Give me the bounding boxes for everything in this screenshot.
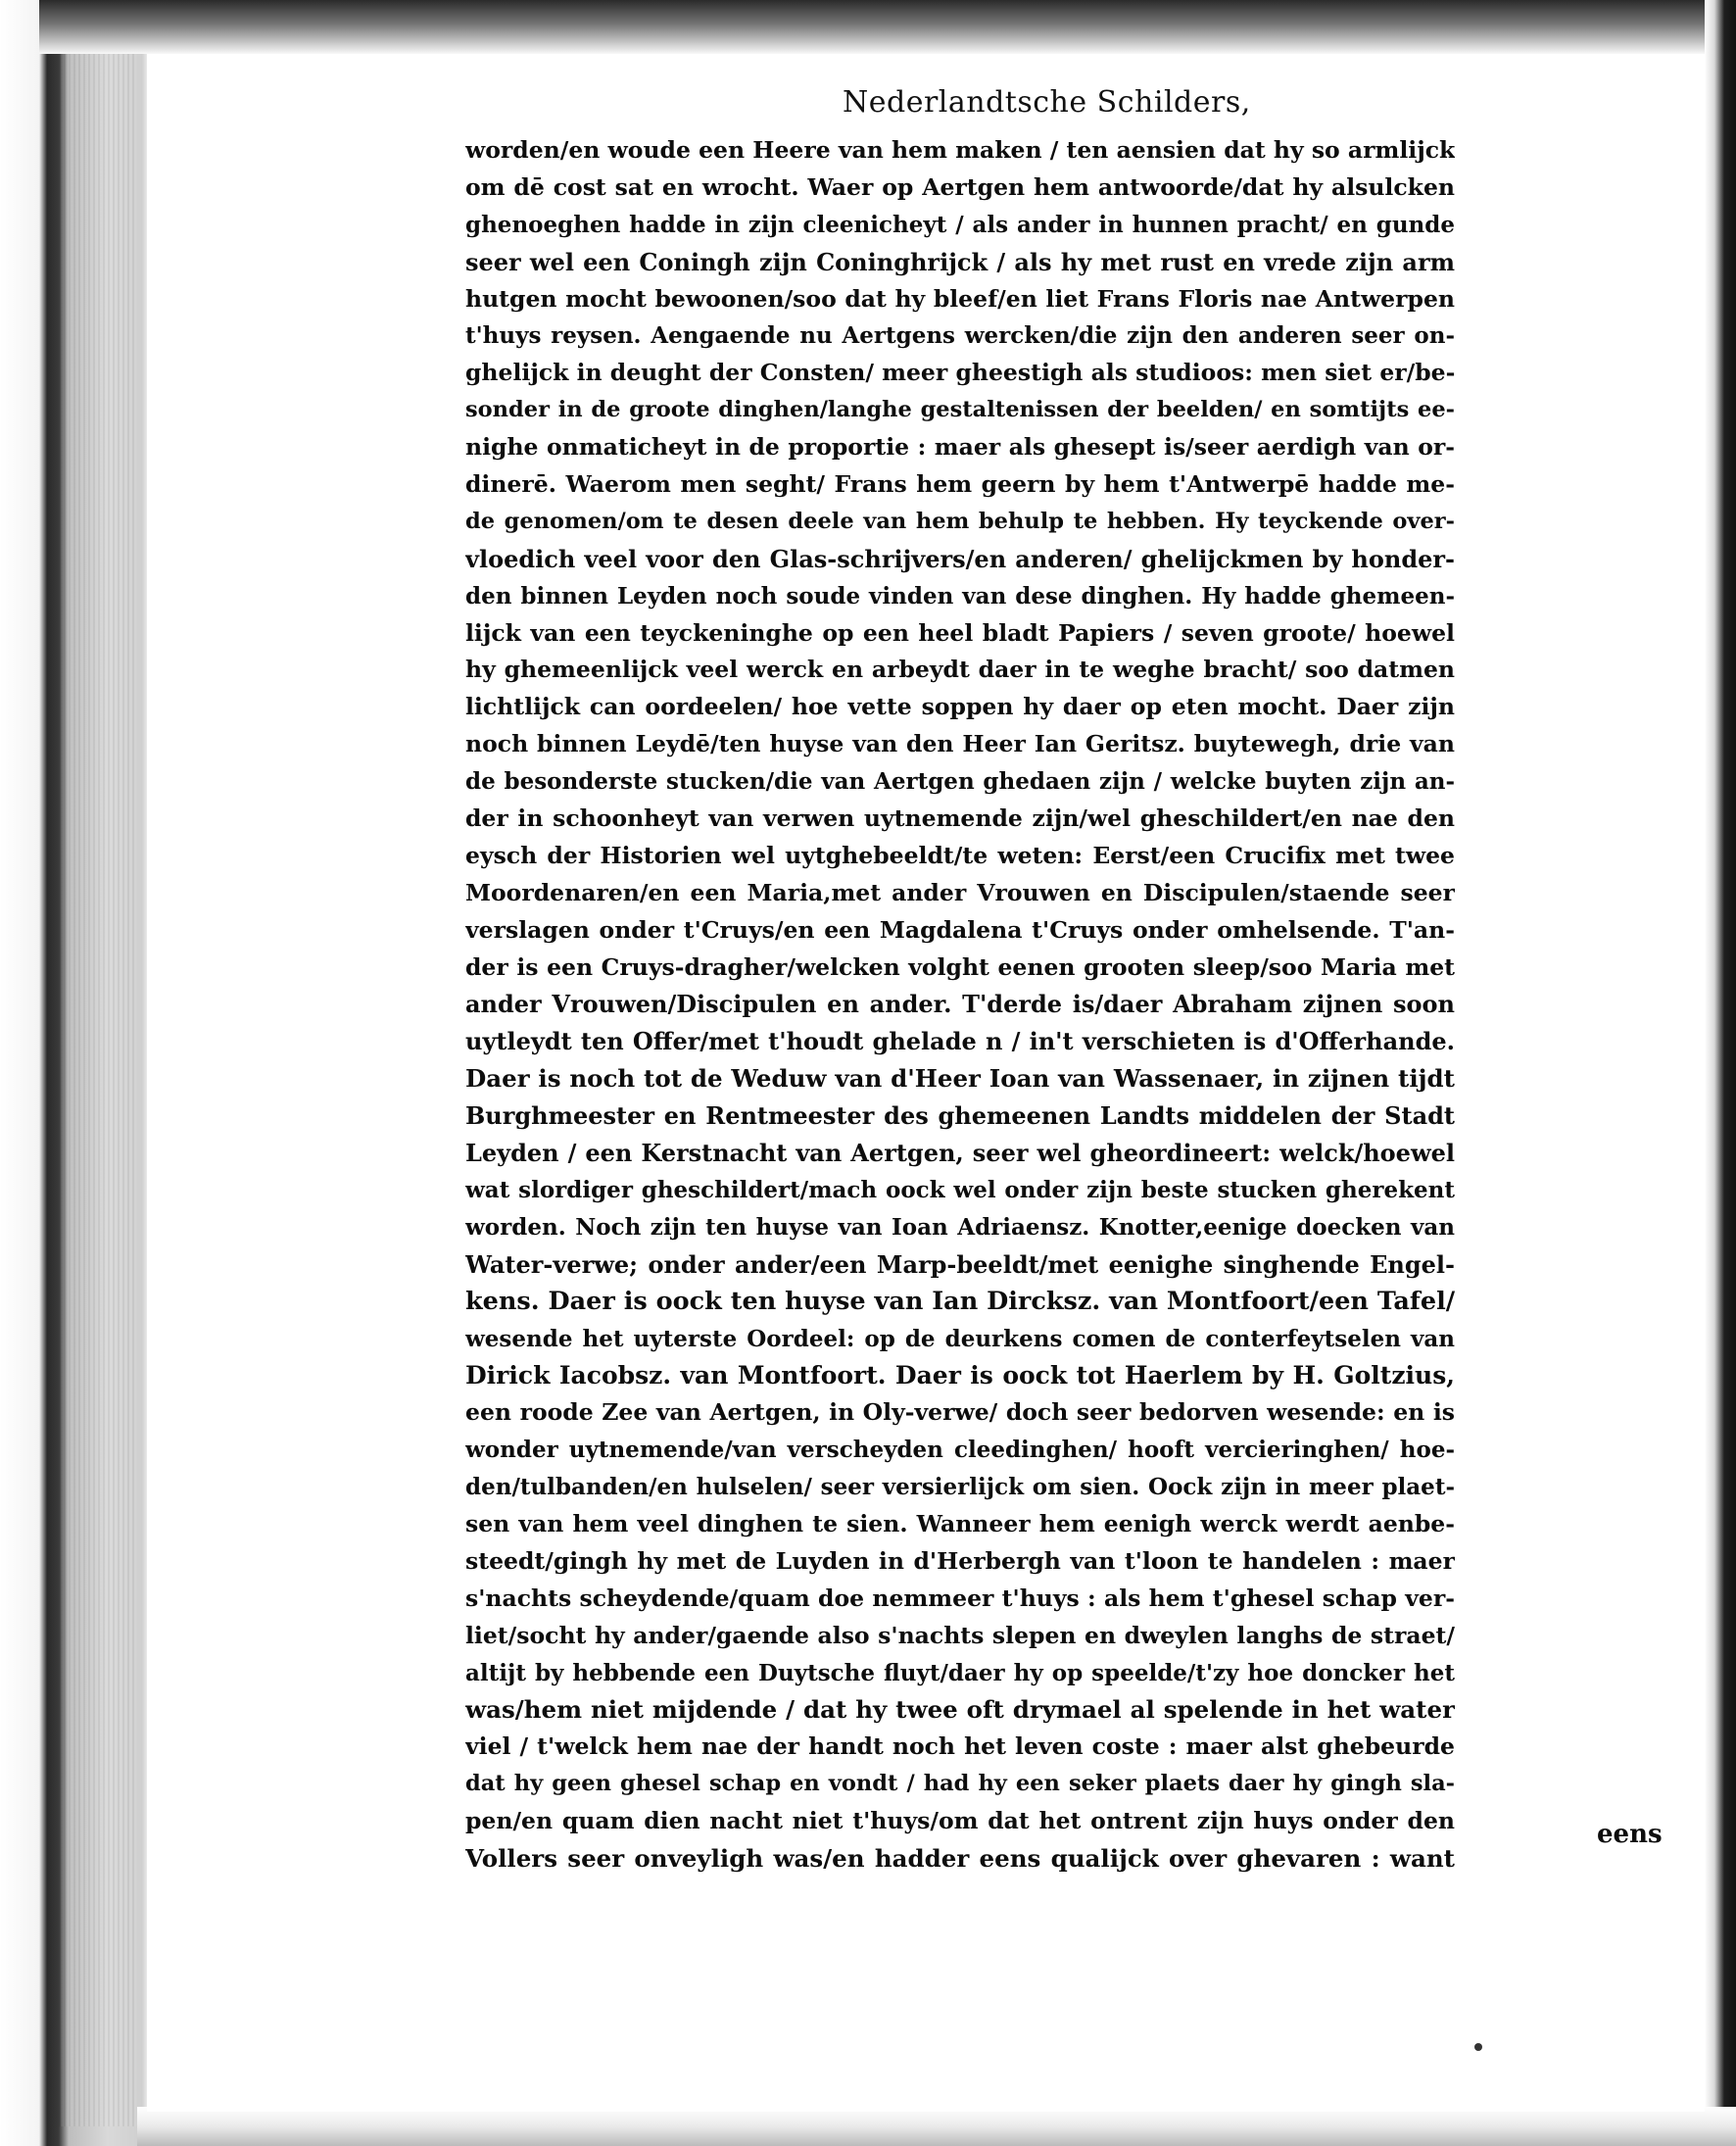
book-binding-right xyxy=(1705,0,1736,2146)
text-line: om dē cost sat en wrocht. Waer op Aertgen hem antwoorde/dat hy alsulcken xyxy=(465,172,1455,201)
text-line: de genomen/om te desen deele van hem behulp te hebben. Hy teyckende over- xyxy=(465,508,1455,534)
text-line: ghelijck in deught der Consten/ meer gheestigh als studioos: men siet er/be- xyxy=(465,359,1455,387)
text-line: vloedich veel voor den Glas-schrijvers/en anderen/ ghelijckmen by honder- xyxy=(465,544,1455,573)
text-line: den binnen Leyden noch soude vinden van dese dinghen. Hy hadde ghemeen- xyxy=(465,582,1455,610)
text-line: een roode Zee van Aertgen, in Oly-verwe/ doch seer bedorven wesende: en is xyxy=(465,1398,1455,1427)
text-line: den/tulbanden/en hulselen/ seer versierlijck om sien. Oock zijn in meer plaet- xyxy=(465,1474,1455,1501)
text-line: Moordenaren/en een Maria,met ander Vrouwen en Discipulen/staende seer xyxy=(465,878,1455,906)
body-text xyxy=(465,132,1455,1878)
text-line: eysch der Historien wel uytghebeeldt/te weten: Eerst/een Crucifix met twee xyxy=(465,841,1455,869)
text-line: lijck van een teyckeninghe op een heel bladt Papiers / seven groote/ hoewel xyxy=(465,618,1455,647)
text-line: sonder in de groote dinghen/langhe gestaltenissen der beelden/ en somtijts ee- xyxy=(465,397,1455,423)
text-line: altijt by hebbende een Duytsche fluyt/daer hy op speelde/t'zy hoe doncker het xyxy=(465,1659,1455,1686)
text-line: Vollers seer onveyligh was/en hadder eens qualijck over ghevaren : want xyxy=(465,1843,1455,1873)
catchword: eens xyxy=(1597,1820,1663,1849)
text-line: der is een Cruys-dragher/welcken volght eenen grooten sleep/soo Maria met xyxy=(465,952,1455,981)
text-line: ghenoeghen hadde in zijn cleenicheyt / als ander in hunnen pracht/ en gunde xyxy=(465,211,1455,238)
text-line: dat hy geen ghesel schap en vondt / had hy een seker plaets daer hy gingh sla- xyxy=(465,1771,1455,1797)
text-line: der in schoonheyt van verwen uytnemende zijn/wel gheschildert/en nae den xyxy=(465,805,1455,833)
text-line: wonder uytnemende/van verscheyden cleedinghen/ hooft vercieringhen/ hoe- xyxy=(465,1437,1455,1464)
book-top-shadow xyxy=(39,0,1705,54)
text-line: Dirick Iacobsz. van Montfoort. Daer is oock tot Haerlem by H. Goltzius, xyxy=(465,1361,1455,1390)
text-line: hutgen mocht bewoonen/soo dat hy bleef/en liet Frans Floris nae Antwerpen xyxy=(465,284,1455,313)
text-line: t'huys reysen. Aengaende nu Aertgens wercken/die zijn den anderen seer on- xyxy=(465,322,1455,350)
page-stack-texture xyxy=(59,39,137,2126)
text-line: liet/socht hy ander/gaende also s'nachts slepen en dweylen langhs de straet/ xyxy=(465,1621,1455,1649)
text-line: kens. Daer is oock ten huyse van Ian Dircksz. van Montfoort/een Tafel/ xyxy=(465,1286,1455,1316)
text-line: s'nachts scheydende/quam doe nemmeer t'huys : als hem t'ghesel schap ver- xyxy=(465,1584,1455,1612)
text-line: Burghmeester en Rentmeester des ghemeenen Landts middelen der Stadt xyxy=(465,1101,1455,1131)
text-line: worden. Noch zijn ten huyse van Ioan Adriaensz. Knotter,eenige doecken van xyxy=(465,1213,1455,1241)
text-line: seer wel een Coningh zijn Coninghrijck / als hy met rust en vrede zijn arm xyxy=(465,247,1455,276)
text-line: Daer is noch tot de Weduw van d'Heer Ioan van Wassenaer, in zijnen tijdt xyxy=(465,1064,1455,1094)
text-line: Water-verwe; onder ander/een Marp-beeldt/met eenighe singhende Engel- xyxy=(465,1249,1455,1279)
running-head: Nederlandtsche Schilders, xyxy=(843,85,1251,120)
text-line: worden/en woude een Heere van hem maken / ten aensien dat hy so armlijck xyxy=(465,136,1455,164)
text-line: wat slordiger gheschildert/mach oock wel onder zijn beste stucken gherekent xyxy=(465,1176,1455,1203)
text-line: ander Vrouwen/Discipulen en ander. T'derde is/daer Abraham zijnen soon xyxy=(465,990,1455,1019)
book-page xyxy=(147,54,1705,2112)
text-line: verslagen onder t'Cruys/en een Magdalena t'Cruys onder omhelsende. T'an- xyxy=(465,915,1455,944)
text-line: pen/en quam dien nacht niet t'huys/om dat het ontrent zijn huys onder den xyxy=(465,1807,1455,1835)
text-line: nighe onmaticheyt in de proportie : maer als ghesept is/seer aerdigh van or- xyxy=(465,433,1455,462)
ink-speck xyxy=(1474,2043,1482,2051)
text-line: steedt/gingh hy met de Luyden in d'Herbergh van t'loon te handelen : maer xyxy=(465,1546,1455,1575)
text-line: viel / t'welck hem nae der handt noch het leven coste : maer alst ghebeurde xyxy=(465,1732,1455,1761)
text-line: de besonderste stucken/die van Aertgen ghedaen zijn / welcke buyten zijn an- xyxy=(465,768,1455,796)
text-line: Leyden / een Kerstnacht van Aertgen, seer wel gheordineert: welck/hoewel xyxy=(465,1139,1455,1168)
text-line: lichtlijck can oordeelen/ hoe vette soppen hy daer op eten mocht. Daer zijn xyxy=(465,693,1455,721)
text-line: uytleydt ten Offer/met t'houdt ghelade n / in't verschieten is d'Offerhande. xyxy=(465,1027,1455,1056)
text-line: sen van hem veel dinghen te sien. Wanneer hem eenigh werck werdt aenbe- xyxy=(465,1509,1455,1537)
book-bottom-edge xyxy=(137,2107,1736,2146)
text-line: dinerē. Waerom men seght/ Frans hem geern by hem t'Antwerpē hadde me- xyxy=(465,470,1455,499)
text-line: wesende het uyterste Oordeel: op de deurkens comen de conterfeytselen van xyxy=(465,1325,1455,1352)
text-line: noch binnen Leydē/ten huyse van den Heer Ian Geritsz. buytewegh, drie van xyxy=(465,730,1455,758)
text-line: hy ghemeenlijck veel werck en arbeydt daer in te weghe bracht/ soo datmen xyxy=(465,656,1455,684)
text-line: was/hem niet mijdende / dat hy twee oft drymael al spelende in het water xyxy=(465,1695,1455,1725)
